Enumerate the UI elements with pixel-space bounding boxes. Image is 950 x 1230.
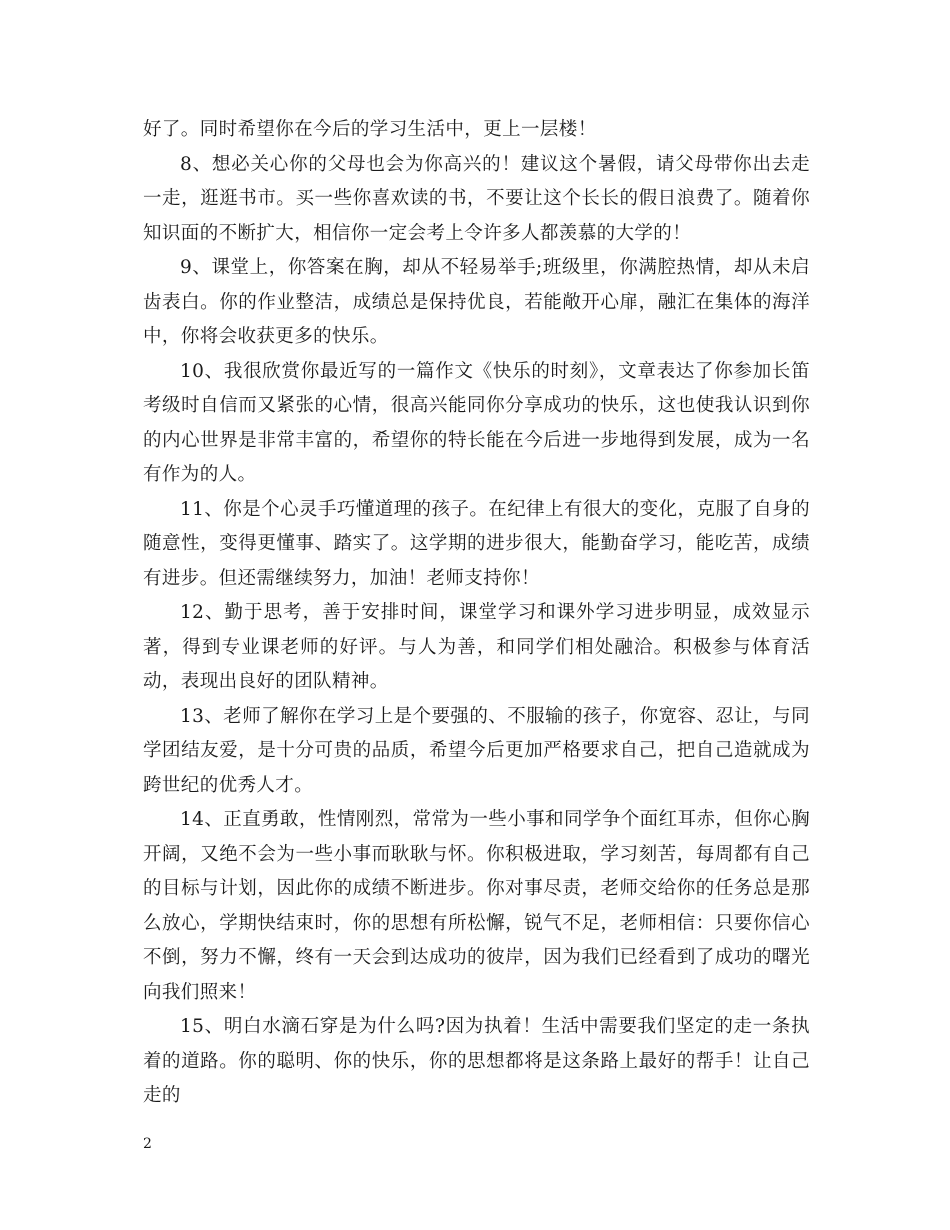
paragraph-comment-13: 13、老师了解你在学习上是个要强的、不服输的孩子，你宽容、忍让，与同学团结友爱，是十分可贵的品质，希望今后更加严格要求自己，把自己造就成为跨世纪的优秀人才。 [143, 705, 810, 796]
paragraph-comment-15: 15、明白水滴石穿是为什么吗?因为执着！生活中需要我们坚定的走一条执着的道路。你的聪明、你的快乐，你的思想都将是这条路上最好的帮手！让自己走的 [143, 1016, 810, 1106]
paragraph-comment-12: 12、勤于思考，善于安排时间，课堂学习和课外学习进步明显，成效显示著，得到专业课老师的好评。与人为善，和同学们相处融洽。积极参与体育活动，表现出良好的团队精神。 [143, 602, 810, 692]
paragraph-comment-14: 14、正直勇敢，性情刚烈，常常为一些小事和同学争个面红耳赤，但你心胸开阔，又绝不会为一些小事而耿耿与怀。你积极进取，学习刻苦，每周都有自己的目标与计划，因此你的成绩不断进步。你对事尽责，老师交给你的任务总是那么放心，学期快结束时，你的思想有所松懈，锐气不足，老师相信：只要你信心不倒，努力不懈，终有一天会到达成功的彼岸，因为我们已经看到了成功的曙光向我们照来！ [143, 809, 810, 1003]
paragraph-comment-8: 8、想必关心你的父母也会为你高兴的！建议这个暑假，请父母带你出去走一走，逛逛书市。买一些你喜欢读的书，不要让这个长长的假日浪费了。随着你知识面的不断扩大，相信你一定会考上令许多人都羡慕的大学的！ [143, 153, 810, 244]
paragraph-comment-9: 9、课堂上，你答案在胸，却从不轻易举手;班级里，你满腔热情，却从未启齿表白。你的作业整洁，成绩总是保持优良，若能敞开心扉，融汇在集体的海洋中，你将会收获更多的快乐。 [143, 257, 810, 347]
paragraph-comment-11: 11、你是个心灵手巧懂道理的孩子。在纪律上有很大的变化，克服了自身的随意性，变得更懂事、踏实了。这学期的进步很大，能勤奋学习，能吃苦，成绩有进步。但还需继续努力，加油！老师支持你！ [143, 498, 810, 589]
page-body [143, 113, 810, 1114]
paragraph-continuation: 好了。同时希望你在今后的学习生活中，更上一层楼！ [143, 119, 597, 140]
page-number: 2 [143, 1136, 152, 1152]
paragraph-comment-10: 10、我很欣赏你最近写的一篇作文《快乐的时刻》，文章表达了你参加长笛考级时自信而又紧张的心情，很高兴能同你分享成功的快乐，这也使我认识到你的内心世界是非常丰富的，希望你的特长能在今后进一步地得到发展，成为一名有作为的人。 [143, 360, 810, 485]
